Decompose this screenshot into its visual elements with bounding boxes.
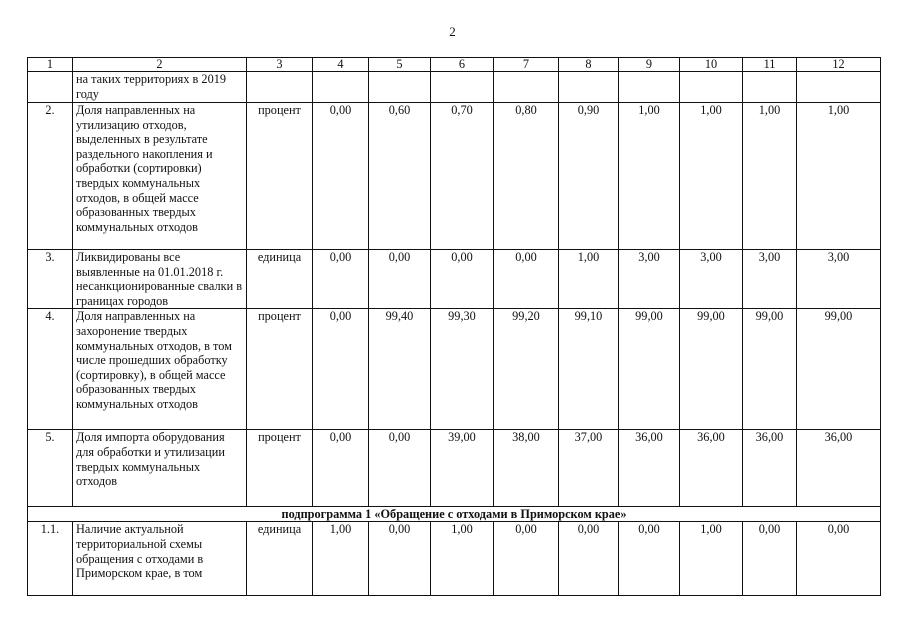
value-cell: 0,00 bbox=[494, 250, 559, 309]
row-number bbox=[28, 72, 73, 103]
header-cell: 2 bbox=[73, 58, 247, 72]
value-cell: 0,80 bbox=[494, 103, 559, 250]
value-cell: 0,00 bbox=[313, 103, 369, 250]
table-row bbox=[28, 430, 881, 507]
value-cell bbox=[431, 72, 494, 103]
subprogram-row bbox=[28, 507, 881, 522]
indicators-table bbox=[27, 57, 881, 596]
value-cell: 1,00 bbox=[680, 522, 743, 596]
value-cell: 0,00 bbox=[797, 522, 881, 596]
value-cell: 0,00 bbox=[619, 522, 680, 596]
value-cell: 38,00 bbox=[494, 430, 559, 507]
value-cell bbox=[369, 72, 431, 103]
table-row bbox=[28, 103, 881, 250]
indicator-name: Доля направленных на утилизацию отходов, выделенных в результате раздельного накопления и обработки (сортировки) твердых коммунальных отходов, в общей массе образованных твердых коммунальных отходов bbox=[73, 103, 247, 250]
value-cell bbox=[313, 72, 369, 103]
indicator-name: Доля направленных на захоронение твердых коммунальных отходов, в том числе прошедших обработку (сортировку), в общей массе образованных твердых коммунальных отходов bbox=[73, 309, 247, 430]
value-cell: 0,00 bbox=[431, 250, 494, 309]
row-number: 5. bbox=[28, 430, 73, 507]
header-cell: 12 bbox=[797, 58, 881, 72]
value-cell bbox=[743, 72, 797, 103]
value-cell: 36,00 bbox=[619, 430, 680, 507]
value-cell: 0,00 bbox=[369, 250, 431, 309]
header-cell: 8 bbox=[559, 58, 619, 72]
header-cell: 10 bbox=[680, 58, 743, 72]
row-number: 2. bbox=[28, 103, 73, 250]
value-cell: 0,90 bbox=[559, 103, 619, 250]
value-cell: 0,00 bbox=[743, 522, 797, 596]
value-cell: 1,00 bbox=[797, 103, 881, 250]
unit: единица bbox=[247, 250, 313, 309]
value-cell: 36,00 bbox=[680, 430, 743, 507]
indicator-name: Доля импорта оборудования для обработки и утилизации твердых коммунальных отходов bbox=[73, 430, 247, 507]
value-cell: 0,00 bbox=[313, 430, 369, 507]
value-cell: 1,00 bbox=[431, 522, 494, 596]
value-cell bbox=[619, 72, 680, 103]
table-row-continuation bbox=[28, 72, 881, 103]
unit: единица bbox=[247, 522, 313, 596]
table-row bbox=[28, 522, 881, 596]
value-cell: 0,00 bbox=[313, 309, 369, 430]
row-number: 3. bbox=[28, 250, 73, 309]
value-cell bbox=[494, 72, 559, 103]
value-cell: 99,00 bbox=[743, 309, 797, 430]
value-cell: 0,60 bbox=[369, 103, 431, 250]
table-row bbox=[28, 309, 881, 430]
value-cell: 1,00 bbox=[313, 522, 369, 596]
row-number: 4. bbox=[28, 309, 73, 430]
value-cell: 39,00 bbox=[431, 430, 494, 507]
indicator-name: на таких территориях в 2019 году bbox=[73, 72, 247, 103]
table-row bbox=[28, 250, 881, 309]
value-cell: 99,30 bbox=[431, 309, 494, 430]
header-cell: 9 bbox=[619, 58, 680, 72]
value-cell: 3,00 bbox=[797, 250, 881, 309]
value-cell bbox=[680, 72, 743, 103]
header-cell: 4 bbox=[313, 58, 369, 72]
value-cell: 99,20 bbox=[494, 309, 559, 430]
value-cell: 99,00 bbox=[619, 309, 680, 430]
value-cell: 3,00 bbox=[680, 250, 743, 309]
value-cell: 36,00 bbox=[797, 430, 881, 507]
unit: процент bbox=[247, 103, 313, 250]
header-cell: 5 bbox=[369, 58, 431, 72]
value-cell: 99,40 bbox=[369, 309, 431, 430]
value-cell: 1,00 bbox=[743, 103, 797, 250]
value-cell: 0,70 bbox=[431, 103, 494, 250]
header-cell: 1 bbox=[28, 58, 73, 72]
value-cell: 36,00 bbox=[743, 430, 797, 507]
header-cell: 11 bbox=[743, 58, 797, 72]
value-cell: 3,00 bbox=[619, 250, 680, 309]
indicator-name: Наличие актуальной территориальной схемы обращения с отходами в Приморском крае, в том bbox=[73, 522, 247, 596]
subprogram-title: подпрограмма 1 «Обращение с отходами в Приморском крае» bbox=[28, 507, 881, 522]
value-cell: 0,00 bbox=[494, 522, 559, 596]
indicator-name: Ликвидированы все выявленные на 01.01.2018 г. несанкционированные свалки в границах городов bbox=[73, 250, 247, 309]
unit bbox=[247, 72, 313, 103]
value-cell bbox=[559, 72, 619, 103]
value-cell: 0,00 bbox=[559, 522, 619, 596]
value-cell: 99,10 bbox=[559, 309, 619, 430]
header-cell: 7 bbox=[494, 58, 559, 72]
value-cell bbox=[797, 72, 881, 103]
value-cell: 1,00 bbox=[619, 103, 680, 250]
header-cell: 3 bbox=[247, 58, 313, 72]
value-cell: 1,00 bbox=[559, 250, 619, 309]
unit: процент bbox=[247, 309, 313, 430]
value-cell: 0,00 bbox=[369, 522, 431, 596]
value-cell: 99,00 bbox=[680, 309, 743, 430]
header-cell: 6 bbox=[431, 58, 494, 72]
column-number-header bbox=[28, 58, 881, 72]
value-cell: 1,00 bbox=[680, 103, 743, 250]
unit: процент bbox=[247, 430, 313, 507]
value-cell: 37,00 bbox=[559, 430, 619, 507]
row-number: 1.1. bbox=[28, 522, 73, 596]
value-cell: 0,00 bbox=[369, 430, 431, 507]
page-number: 2 bbox=[449, 24, 456, 39]
value-cell: 99,00 bbox=[797, 309, 881, 430]
value-cell: 0,00 bbox=[313, 250, 369, 309]
value-cell: 3,00 bbox=[743, 250, 797, 309]
